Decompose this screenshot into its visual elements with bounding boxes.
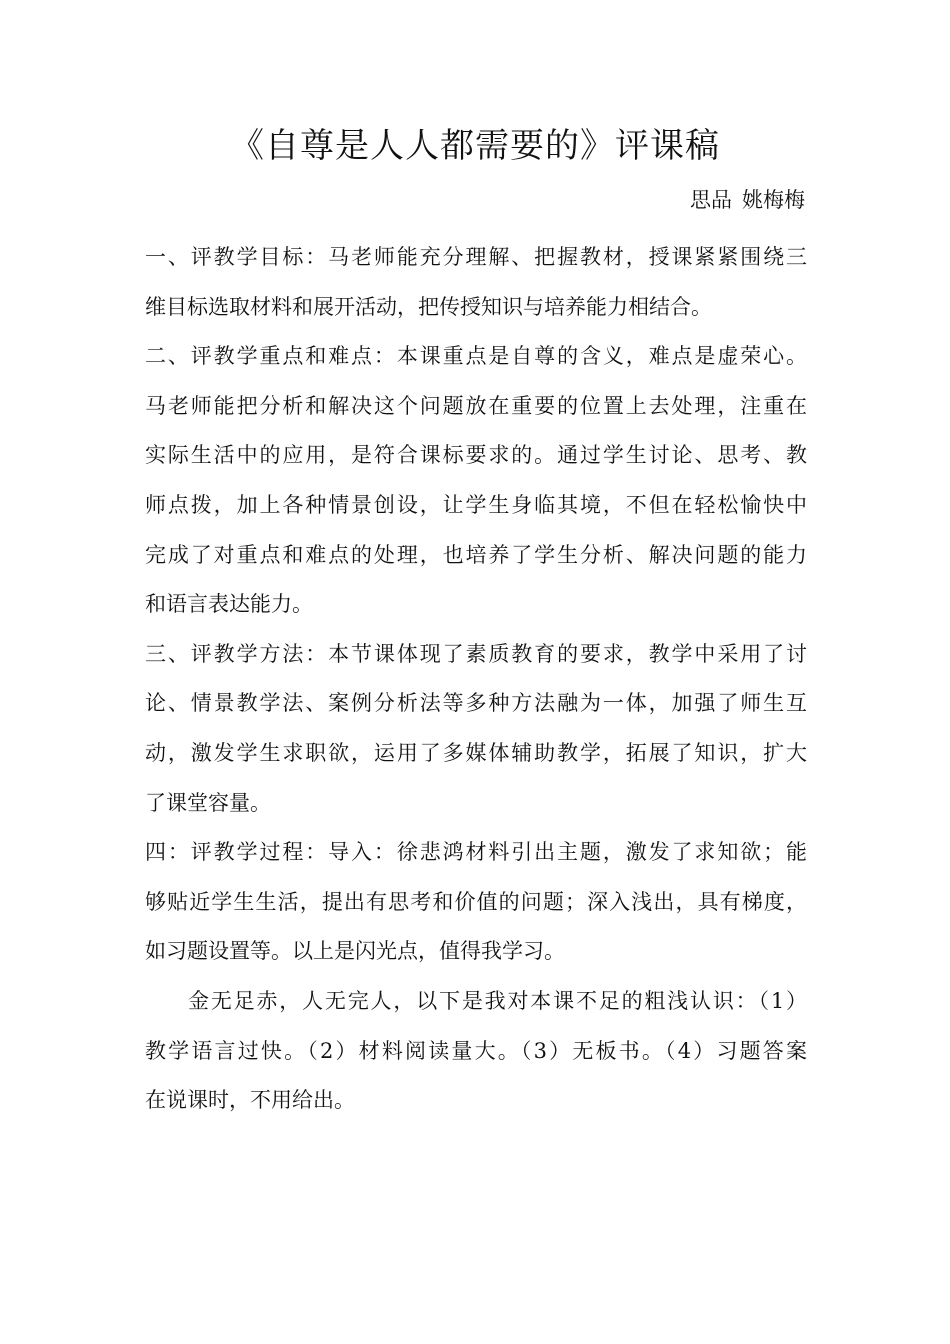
section-4-line-1: 四：评教学过程：导入：徐悲鸿材料引出主题，激发了求知欲；能 <box>145 840 807 865</box>
section-2-line-1: 二、评教学重点和难点：本课重点是自尊的含义，难点是虚荣心。 <box>145 344 807 369</box>
section-4-line-3: 如习题设置等。以上是闪光点，值得我学习。 <box>145 939 565 964</box>
section-1-line-2: 维目标选取材料和展开活动，把传授知识与培养能力相结合。 <box>145 294 712 319</box>
section-3-line-2: 论、情景教学法、案例分析法等多种方法融为一体，加强了师生互 <box>145 691 807 716</box>
section-3-line-4: 了课堂容量。 <box>145 790 271 815</box>
conclusion-line-1: 金无足赤，人无完人，以下是我对本课不足的粗浅认识：（1） <box>188 988 807 1013</box>
document-title: 《自尊是人人都需要的》评课稿 <box>230 126 720 166</box>
author-subject: 思品 <box>690 188 732 212</box>
section-2-line-5: 完成了对重点和难点的处理，也培养了学生分析、解决问题的能力 <box>145 542 807 567</box>
section-2-line-4: 师点拨，加上各种情景创设，让学生身临其境，不但在轻松愉快中 <box>145 492 807 517</box>
section-3-line-1: 三、评教学方法：本节课体现了素质教育的要求，教学中采用了讨 <box>145 641 807 666</box>
author-line <box>690 186 805 214</box>
conclusion-line-2: 教学语言过快。（2）材料阅读量大。（3）无板书。（4）习题答案 <box>145 1038 807 1063</box>
conclusion-line-3: 在说课时，不用给出。 <box>145 1088 355 1113</box>
section-2-line-6: 和语言表达能力。 <box>145 592 313 617</box>
section-2-line-2: 马老师能把分析和解决这个问题放在重要的位置上去处理，注重在 <box>145 393 807 418</box>
section-3-line-3: 动，激发学生求职欲，运用了多媒体辅助教学，拓展了知识，扩大 <box>145 740 807 765</box>
section-1-line-1: 一、评教学目标：马老师能充分理解、把握教材，授课紧紧围绕三 <box>145 245 807 269</box>
author-name: 姚梅梅 <box>742 188 805 212</box>
document-body <box>145 233 807 1126</box>
section-4-line-2: 够贴近学生生活，提出有思考和价值的问题；深入浅出，具有梯度， <box>145 889 807 914</box>
section-2-line-3: 实际生活中的应用，是符合课标要求的。通过学生讨论、思考、教 <box>145 443 807 468</box>
